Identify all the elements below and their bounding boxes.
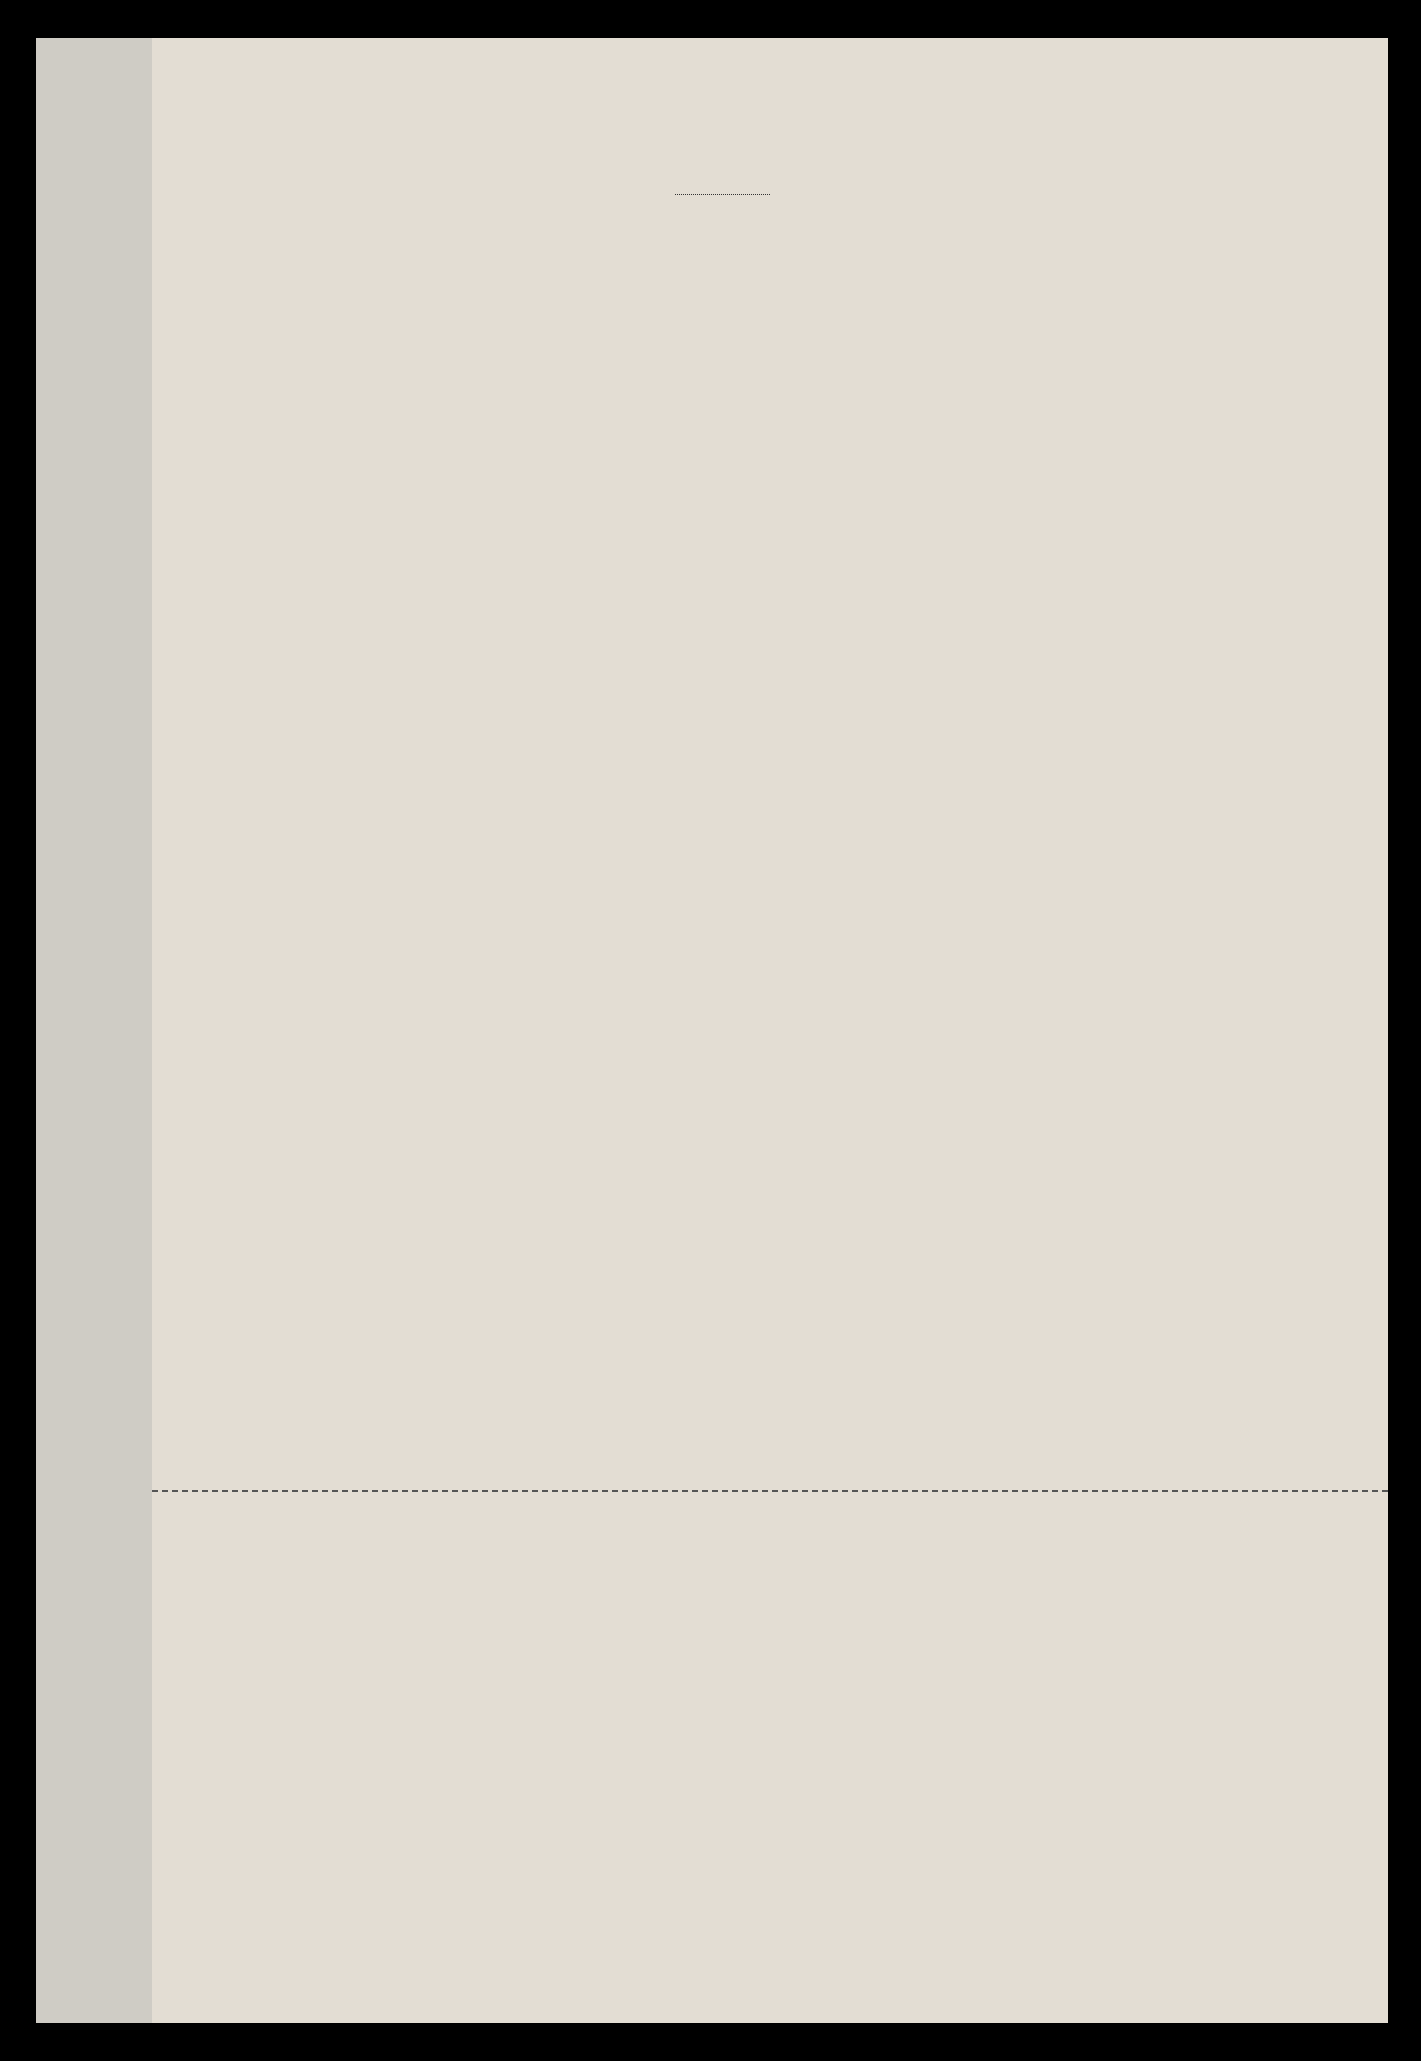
date-dotted-line bbox=[675, 194, 770, 195]
form-body bbox=[152, 38, 1388, 2023]
binding-strip bbox=[36, 38, 156, 2023]
tear-line bbox=[152, 1490, 1388, 1492]
